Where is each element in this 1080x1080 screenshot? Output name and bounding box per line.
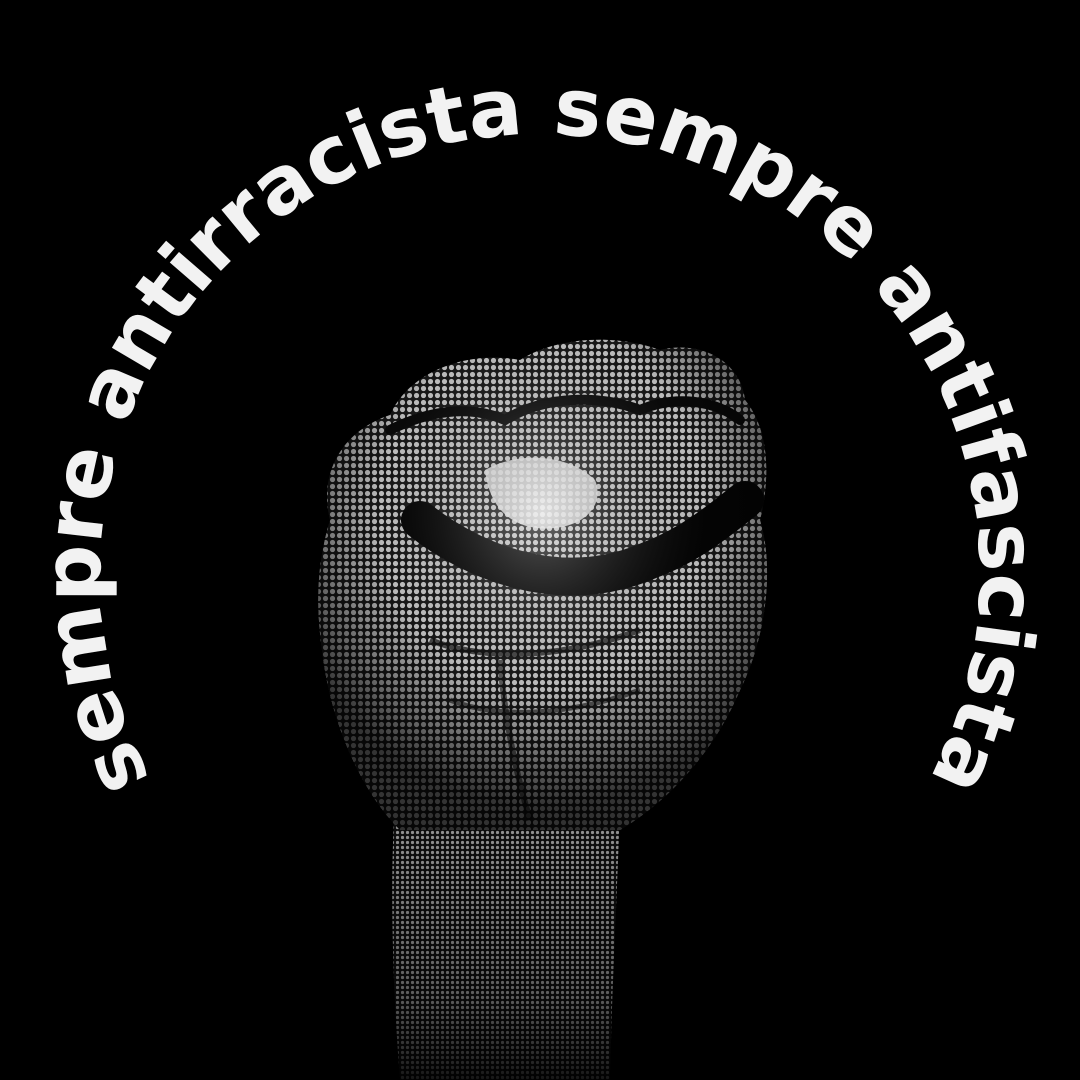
raised-fist-icon [318,340,767,1080]
slogan-text-path: sempre antirracista sempre antifascista [25,59,1055,811]
